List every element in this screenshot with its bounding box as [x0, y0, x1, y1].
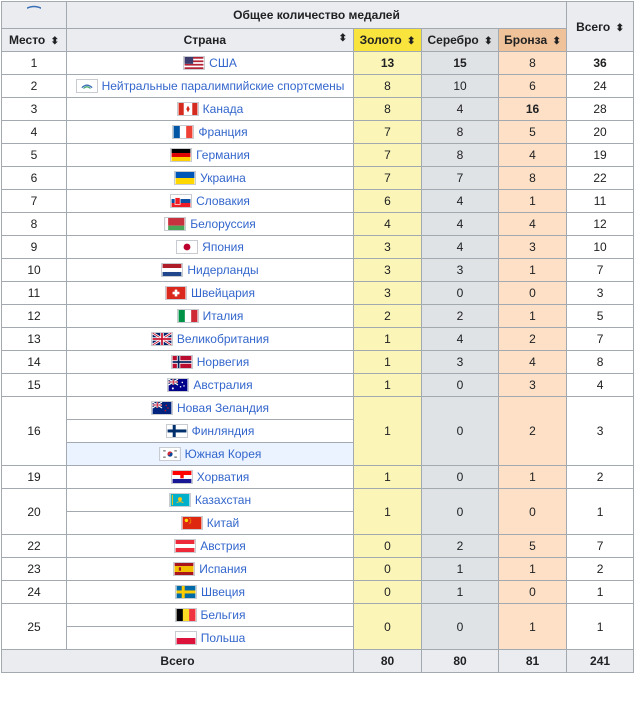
- bronze-count: 6: [499, 75, 567, 98]
- bronze-count: 4: [499, 144, 567, 167]
- gold-count: 13: [354, 52, 422, 75]
- table-row: [2, 328, 634, 351]
- gold-count: 0: [354, 535, 422, 558]
- country-link[interactable]: Испания: [199, 562, 247, 576]
- country-link[interactable]: Норвегия: [196, 355, 250, 369]
- bronze-count: 0: [499, 282, 567, 305]
- usa-flag-icon: [183, 56, 209, 70]
- country-cell: [67, 535, 354, 558]
- rank-cell: 3: [2, 98, 67, 121]
- bronze-count: 3: [499, 374, 567, 397]
- ukraine-flag-icon: [174, 171, 200, 185]
- table-row: [2, 558, 634, 581]
- total-count: 10: [567, 236, 634, 259]
- country-link[interactable]: Германия: [196, 148, 250, 162]
- rank-cell: 19: [2, 466, 67, 489]
- silver-count: 10: [422, 75, 499, 98]
- country-cell: [67, 259, 354, 282]
- rank-cell: 22: [2, 535, 67, 558]
- germany-flag-icon: [170, 148, 196, 162]
- rank-cell: 16: [2, 397, 67, 466]
- country-link[interactable]: Польша: [200, 631, 246, 645]
- gold-column-header[interactable]: [354, 29, 422, 52]
- gold-count: 2: [354, 305, 422, 328]
- silver-count: 8: [422, 144, 499, 167]
- country-header-label: Страна: [183, 33, 227, 47]
- silver-count: 8: [422, 121, 499, 144]
- country-link[interactable]: Австралия: [193, 378, 253, 392]
- country-cell: [67, 328, 354, 351]
- country-link[interactable]: Новая Зеландия: [176, 401, 270, 415]
- total-count: 3: [567, 397, 634, 466]
- country-cell: [67, 466, 354, 489]
- medal-table-body: [2, 52, 634, 650]
- silver-column-header[interactable]: [422, 29, 499, 52]
- bronze-count: 1: [499, 190, 567, 213]
- country-cell: [67, 420, 354, 443]
- country-cell: [67, 558, 354, 581]
- gold-count: 0: [354, 558, 422, 581]
- silver-count: 3: [422, 259, 499, 282]
- gold-count: 1: [354, 328, 422, 351]
- uk-flag-icon: [151, 332, 177, 346]
- table-row: [2, 305, 634, 328]
- bronze-count: 1: [499, 305, 567, 328]
- gold-count: 1: [354, 397, 422, 466]
- table-row: [2, 167, 634, 190]
- table-row: [2, 98, 634, 121]
- country-cell: [67, 236, 354, 259]
- table-row: [2, 466, 634, 489]
- silver-count: 0: [422, 397, 499, 466]
- country-link[interactable]: США: [209, 56, 237, 70]
- rank-cell: 15: [2, 374, 67, 397]
- japan-flag-icon: [176, 240, 202, 254]
- total-count: 19: [567, 144, 634, 167]
- china-flag-icon: [181, 516, 207, 530]
- country-link[interactable]: Австрия: [200, 539, 246, 553]
- silver-count: 0: [422, 489, 499, 535]
- silver-count: 0: [422, 466, 499, 489]
- bronze-count: 3: [499, 236, 567, 259]
- country-link[interactable]: Швейцария: [190, 286, 256, 300]
- silver-count: 1: [422, 581, 499, 604]
- total-count: 11: [567, 190, 634, 213]
- rank-cell: 1: [2, 52, 67, 75]
- country-link[interactable]: Словакия: [196, 194, 250, 208]
- total-count: 4: [567, 374, 634, 397]
- total-count: 36: [567, 52, 634, 75]
- totals-gold: 80: [354, 650, 422, 673]
- rank-cell: 20: [2, 489, 67, 535]
- silver-count: 3: [422, 351, 499, 374]
- country-cell: [67, 604, 354, 627]
- country-column-header[interactable]: [67, 29, 354, 52]
- rank-cell: 7: [2, 190, 67, 213]
- country-cell: [67, 443, 354, 466]
- rank-cell: 14: [2, 351, 67, 374]
- total-count: 7: [567, 535, 634, 558]
- bronze-count: 5: [499, 535, 567, 558]
- switzerland-flag-icon: [165, 286, 191, 300]
- totals-total: 241: [567, 650, 634, 673]
- country-link[interactable]: Великобритания: [176, 332, 270, 346]
- country-link[interactable]: Бельгия: [200, 608, 246, 622]
- netherlands-flag-icon: [161, 263, 187, 277]
- rank-cell: 8: [2, 213, 67, 236]
- gold-count: 6: [354, 190, 422, 213]
- rank-cell: 13: [2, 328, 67, 351]
- rank-cell: 10: [2, 259, 67, 282]
- country-cell: [67, 351, 354, 374]
- slovakia-flag-icon: [170, 194, 196, 208]
- npa-flag-icon: [76, 79, 102, 93]
- gold-count: 1: [354, 374, 422, 397]
- country-cell: [67, 121, 354, 144]
- paralympic-logo-icon: ⁀: [27, 7, 41, 24]
- country-cell: [67, 75, 354, 98]
- rank-cell: 2: [2, 75, 67, 98]
- gold-header-label: Золото: [359, 33, 402, 47]
- country-cell: [67, 98, 354, 121]
- table-row: [2, 236, 634, 259]
- country-link[interactable]: Украина: [200, 171, 246, 185]
- gold-count: 4: [354, 213, 422, 236]
- bronze-column-header[interactable]: [499, 29, 567, 52]
- table-row: [2, 259, 634, 282]
- country-cell: [67, 489, 354, 512]
- country-link[interactable]: Финляндия: [191, 424, 255, 438]
- totals-label: Всего: [2, 650, 354, 673]
- sort-icon[interactable]: ⬍: [338, 33, 347, 44]
- bronze-count: 1: [499, 558, 567, 581]
- total-count: 1: [567, 581, 634, 604]
- total-count: 22: [567, 167, 634, 190]
- bronze-count: 8: [499, 167, 567, 190]
- gold-count: 7: [354, 144, 422, 167]
- bronze-count: 8: [499, 52, 567, 75]
- country-cell: [67, 213, 354, 236]
- total-count: 24: [567, 75, 634, 98]
- table-row: [2, 581, 634, 604]
- bronze-count: 0: [499, 489, 567, 535]
- newzealand-flag-icon: [151, 401, 177, 415]
- silver-count: 4: [422, 328, 499, 351]
- country-cell: [67, 52, 354, 75]
- country-link[interactable]: Белоруссия: [190, 217, 256, 231]
- bronze-count: 0: [499, 581, 567, 604]
- silver-count: 4: [422, 236, 499, 259]
- table-row: [2, 52, 634, 75]
- total-count: 7: [567, 259, 634, 282]
- silver-header-label: Серебро: [427, 33, 479, 47]
- gold-count: 7: [354, 121, 422, 144]
- rank-cell: 23: [2, 558, 67, 581]
- bronze-count: 1: [499, 466, 567, 489]
- total-count: 7: [567, 328, 634, 351]
- gold-count: 8: [354, 98, 422, 121]
- france-flag-icon: [172, 125, 198, 139]
- gold-count: 1: [354, 489, 422, 535]
- totals-row: [2, 650, 634, 673]
- country-link[interactable]: Южная Корея: [184, 447, 262, 461]
- total-count: 8: [567, 351, 634, 374]
- finland-flag-icon: [166, 424, 192, 438]
- total-count: 5: [567, 305, 634, 328]
- table-row: [2, 75, 634, 98]
- rank-cell: 11: [2, 282, 67, 305]
- sort-icon[interactable]: ⬍: [484, 36, 493, 47]
- bronze-count: 4: [499, 351, 567, 374]
- country-link[interactable]: Италия: [202, 309, 244, 323]
- rank-header-label: Место: [9, 33, 46, 47]
- table-row: [2, 351, 634, 374]
- gold-count: 1: [354, 351, 422, 374]
- total-count: 2: [567, 466, 634, 489]
- totals-silver: 80: [422, 650, 499, 673]
- spain-flag-icon: [173, 562, 199, 576]
- bronze-count: 4: [499, 213, 567, 236]
- silver-count: 0: [422, 374, 499, 397]
- bronze-count: 2: [499, 328, 567, 351]
- country-link[interactable]: Канада: [202, 102, 244, 116]
- sweden-flag-icon: [175, 585, 201, 599]
- country-link[interactable]: Казахстан: [194, 493, 252, 507]
- table-row: [2, 374, 634, 397]
- silver-count: 4: [422, 190, 499, 213]
- country-link[interactable]: Хорватия: [196, 470, 250, 484]
- table-row: [2, 144, 634, 167]
- norway-flag-icon: [171, 355, 197, 369]
- southkorea-flag-icon: [159, 447, 185, 461]
- italy-flag-icon: [177, 309, 203, 323]
- country-cell: [67, 282, 354, 305]
- table-row: [2, 190, 634, 213]
- australia-flag-icon: [167, 378, 193, 392]
- table-row: [2, 535, 634, 558]
- table-row: [2, 213, 634, 236]
- austria-flag-icon: [174, 539, 200, 553]
- country-cell: [67, 397, 354, 420]
- rank-cell: 6: [2, 167, 67, 190]
- rank-cell: 4: [2, 121, 67, 144]
- bronze-header-label: Бронза: [504, 33, 548, 47]
- canada-flag-icon: [177, 102, 203, 116]
- silver-count: 0: [422, 604, 499, 650]
- bronze-count: 2: [499, 397, 567, 466]
- silver-count: 4: [422, 213, 499, 236]
- country-link[interactable]: Швеция: [201, 585, 245, 599]
- rank-column-header[interactable]: [2, 29, 67, 52]
- silver-count: 4: [422, 98, 499, 121]
- table-row: [2, 604, 634, 627]
- sort-icon[interactable]: ⬍: [615, 22, 624, 34]
- country-link[interactable]: Нидерланды: [187, 263, 259, 277]
- kazakhstan-flag-icon: [169, 493, 195, 507]
- silver-count: 2: [422, 535, 499, 558]
- bronze-count: 16: [499, 98, 567, 121]
- medal-table: [1, 1, 634, 673]
- group-header: Общее количество медалей: [67, 2, 567, 29]
- table-row: [2, 397, 634, 420]
- rank-cell: 25: [2, 604, 67, 650]
- silver-count: 15: [422, 52, 499, 75]
- rank-cell: 9: [2, 236, 67, 259]
- total-count: 1: [567, 604, 634, 650]
- totals-bronze: 81: [499, 650, 567, 673]
- bronze-count: 1: [499, 604, 567, 650]
- silver-count: 1: [422, 558, 499, 581]
- sort-icon[interactable]: ⬍: [552, 36, 561, 47]
- total-count: 20: [567, 121, 634, 144]
- total-count: 12: [567, 213, 634, 236]
- total-count: 3: [567, 282, 634, 305]
- gold-count: 1: [354, 466, 422, 489]
- total-column-header[interactable]: [567, 2, 634, 52]
- total-count: 1: [567, 489, 634, 535]
- poland-flag-icon: [175, 631, 201, 645]
- country-cell: [67, 512, 354, 535]
- country-cell: [67, 190, 354, 213]
- country-cell: [67, 144, 354, 167]
- rank-cell: 24: [2, 581, 67, 604]
- silver-count: 2: [422, 305, 499, 328]
- table-row: [2, 282, 634, 305]
- table-row: [2, 121, 634, 144]
- silver-count: 7: [422, 167, 499, 190]
- belgium-flag-icon: [175, 608, 201, 622]
- gold-count: 8: [354, 75, 422, 98]
- total-header-label: Всего: [576, 19, 611, 34]
- country-link[interactable]: Франция: [198, 125, 248, 139]
- country-link[interactable]: Япония: [202, 240, 244, 254]
- bronze-count: 5: [499, 121, 567, 144]
- paralympic-logo-cell: [2, 2, 67, 29]
- gold-count: 0: [354, 581, 422, 604]
- country-cell: [67, 627, 354, 650]
- bronze-count: 1: [499, 259, 567, 282]
- croatia-flag-icon: [171, 470, 197, 484]
- country-link[interactable]: Нейтральные паралимпийские спортсмены: [101, 79, 345, 93]
- silver-count: 0: [422, 282, 499, 305]
- table-row: [2, 489, 634, 512]
- rank-cell: 12: [2, 305, 67, 328]
- country-cell: [67, 581, 354, 604]
- gold-count: 3: [354, 259, 422, 282]
- gold-count: 3: [354, 282, 422, 305]
- country-cell: [67, 305, 354, 328]
- country-link[interactable]: Китай: [206, 516, 240, 530]
- gold-count: 0: [354, 604, 422, 650]
- sort-icon[interactable]: ⬍: [407, 36, 416, 47]
- belarus-flag-icon: [164, 217, 190, 231]
- total-count: 2: [567, 558, 634, 581]
- sort-icon[interactable]: ⬍: [50, 36, 59, 47]
- gold-count: 7: [354, 167, 422, 190]
- total-count: 28: [567, 98, 634, 121]
- gold-count: 3: [354, 236, 422, 259]
- rank-cell: 5: [2, 144, 67, 167]
- country-cell: [67, 167, 354, 190]
- country-cell: [67, 374, 354, 397]
